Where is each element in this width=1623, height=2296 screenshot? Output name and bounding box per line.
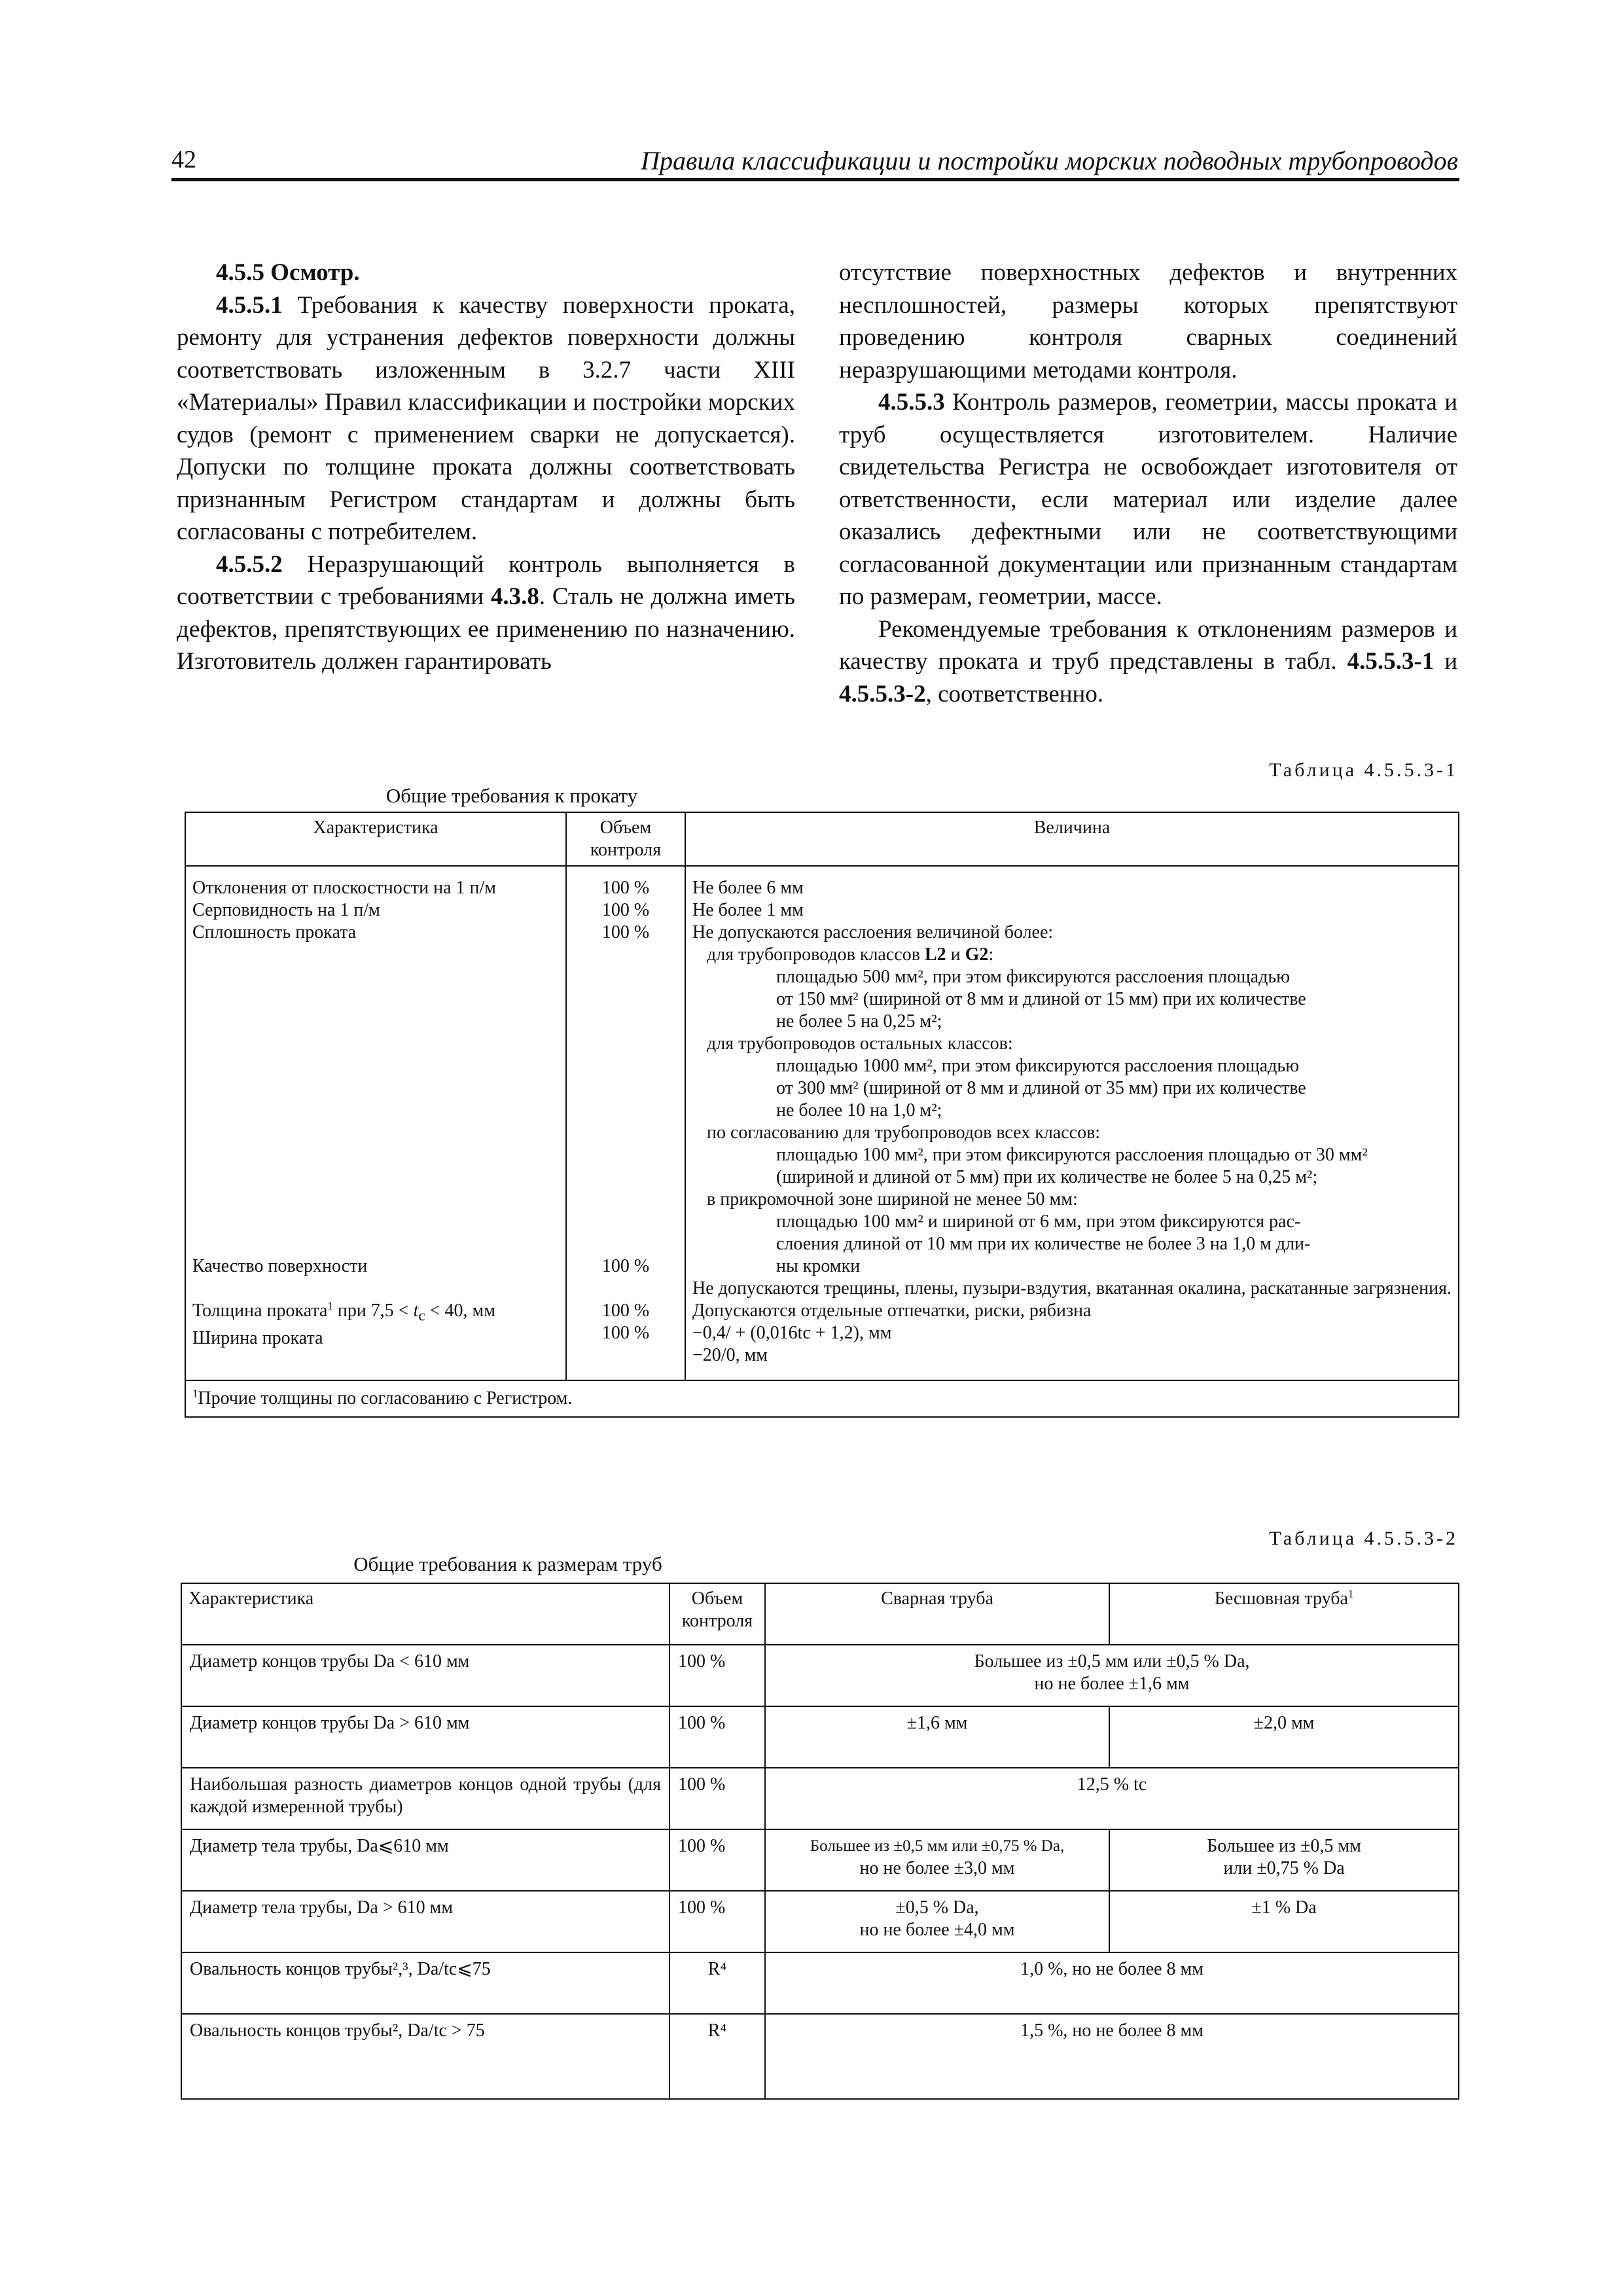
vol-surface: 100 % — [601, 1256, 650, 1276]
cell-camber: Серповидность на 1 п/м — [192, 900, 380, 920]
table-row: Диаметр тела трубы, Da > 610 мм 100 % ±0,5 % Da, но не более ±4,0 мм ±1 % Da — [181, 1891, 1459, 1952]
section-title: 4.5.5 Осмотр. — [216, 259, 360, 286]
table1-title: Общие требования к прокату — [385, 784, 638, 807]
table-row: Диаметр тела трубы, Da⩽610 мм 100 % Большее из ±0,5 мм или ±0,75 % Da, но не более ±3,0 мм Большее из ±0,5 мм или ±0,75 % Da — [181, 1829, 1459, 1891]
right-column — [839, 257, 1457, 710]
cell-continuity: Сплошность проката — [192, 922, 357, 942]
table-row: Овальность концов трубы²,³, Da/tc⩽75 R⁴ 1,0 %, но не более 8 мм — [181, 1952, 1459, 2014]
header-volume: Объем контроля — [669, 1583, 765, 1645]
val-thickness: −0,4/ + (0,016tc + 1,2), мм — [692, 1323, 892, 1343]
table-row: Диаметр концов трубы Da > 610 мм 100 % ±1,6 мм ±2,0 мм — [181, 1706, 1459, 1768]
table-footnote-row: $^1$Прочие толщины по согласованию с Регистром. — [185, 1380, 1459, 1417]
cell-thickness: Толщина проката$^1$ при $7,5 < t_c < 40$, мм — [192, 1299, 495, 1325]
val-continuity: Не допускаются расслоения величиной более: — [692, 922, 1054, 942]
val-surface: Не допускаются трещины, плены, пузыри-вздутия, вкатанная окалина, раскатанные загрязнения. Допускаются отдельные отпечатки, риски, рябизна — [692, 1278, 1452, 1321]
header-characteristic: Характеристика — [185, 812, 566, 866]
page-number: 42 — [171, 146, 196, 173]
table-pipe-dimensions — [181, 1583, 1459, 2100]
paragraph-4-5-5-3: 4.5.5.3 Контроль размеров, геометрии, массы проката и труб осуществляется изготовителем. Наличие свидетельства Регистра не освобождает изготовителя от ответственности, если материал или изделие далее оказались дефектными или не соответствующими согласованной документации или признанным стандартам по размерам, геометрии, массе. — [839, 389, 1457, 610]
val-camber: Не более 1 мм — [692, 900, 804, 920]
val-width: −20/0, мм — [692, 1345, 768, 1365]
header-characteristic: Характеристика — [181, 1583, 669, 1645]
header-seamless-pipe: Бесшовная труба$^1$ — [1109, 1583, 1459, 1645]
paragraph-continued: отсутствие поверхностных дефектов и внутренних несплошностей, размеры которых препятствуют проведению контроля сварных соединений неразрушающими методами контроля. — [839, 259, 1457, 384]
vol-thickness: 100 % — [601, 1300, 650, 1321]
table-header-row — [185, 812, 1459, 866]
table2-caption: Таблица 4.5.5.3-2 — [1269, 1528, 1458, 1549]
vol-continuity: 100 % — [601, 922, 650, 942]
val-flatness: Не более 6 мм — [692, 878, 804, 898]
table2-title: Общие требования к размерам труб — [353, 1552, 662, 1575]
header-value: Величина — [685, 812, 1459, 866]
table1-caption: Таблица 4.5.5.3-1 — [1269, 759, 1458, 781]
header-volume: Объем контроля — [566, 812, 685, 866]
paragraph-recommended: Рекомендуемые требования к отклонениям размеров и качеству проката и труб представлены в табл. 4.5.5.3-1 и 4.5.5.3-2, соответственно. — [839, 615, 1457, 708]
table-row: Овальность концов трубы², Da/tc > 75 R⁴ 1,5 %, но не более 8 мм — [181, 2014, 1459, 2099]
cell-width: Ширина проката — [192, 1327, 323, 1348]
vol-camber: 100 % — [601, 900, 650, 920]
table-row: Диаметр концов трубы Da < 610 мм 100 % Большее из ±0,5 мм или ±0,5 % Da, но не более ±1,6 мм — [181, 1645, 1459, 1706]
left-column — [177, 257, 795, 678]
header-rule — [171, 178, 1459, 181]
header-welded-pipe: Сварная труба — [765, 1583, 1109, 1645]
table1-footnote: Прочие толщины по согласованию с Регистром. — [198, 1388, 573, 1408]
table-row: Наибольшая разность диаметров концов одной трубы (для каждой измеренной трубы) 100 % 12,5 % tc — [181, 1768, 1459, 1829]
paragraph-4-5-5-1: 4.5.5.1 Требования к качеству поверхности проката, ремонту для устранения дефектов поверхности должны соответствовать изложенным в 3.2.7 части XIII «Материалы» Правил классификации и постройки морских судов (ремонт с применением сварки не допускается). Допуски по толщине проката должны соответствовать признанным Регистром стандартам и должны быть согласованы с потребителем. — [177, 291, 795, 545]
vol-width: 100 % — [601, 1323, 650, 1343]
paragraph-4-5-5-2: 4.5.5.2 Неразрушающий контроль выполняется в соответствии с требованиями 4.3.8. Сталь не должна иметь дефектов, препятствующих ее применению по назначению. Изготовитель должен гарантировать — [177, 550, 795, 675]
table-header-row — [181, 1583, 1459, 1645]
cell-flatness: Отклонения от плоскостности на 1 п/м — [192, 878, 497, 898]
running-title: Правила классификации и постройки морских подводных трубопроводов — [641, 146, 1458, 175]
vol-flatness: 100 % — [601, 878, 650, 898]
table-rolled-products — [185, 812, 1459, 1418]
cell-surface: Качество поверхности — [192, 1256, 368, 1276]
table-row: Отклонения от плоскостности на 1 п/м Серповидность на 1 п/м Сплошность проката Качество поверхности Толщина проката$^1$ при $7,5 < t_c < 40$, мм Ширина проката 100 % 100 % 100 % 100 % 100 % 100 % Не более 6 мм Не более 1 мм Не допускаются расслоения величиной более: для трубопроводов классов L2 и G2: площадью 500 мм², при этом фиксируются расслоения площадью от 150 мм² (шириной от 8 мм и длиной от 15 мм) при их количестве не более 5 на 0,25 м²; для трубопроводов остальных классов: площадью 1000 мм², при этом фиксируются расслоения площадью от 300 мм² (шириной от 8 мм и длиной от 35 мм) при их количестве не более 10 на 1,0 м²; по согласованию для трубопроводов всех классов: площадью 100 мм², при этом фиксируются расслоения площадью от 30 мм² (шириной и длиной от 5 мм) при их количестве не более 5 на 0,25 м²; в прикромочной зоне шириной не менее 50 мм: площадью 100 мм² и шириной от 6 мм, при этом фиксируются рас- слоения длиной от 10 мм при их количестве не более 3 на 1,0 м дли- ны кромки Не допускаются трещины, плены, пузыри-вздутия, вкатанная окалина, раскатанные загрязнения. Допускаются отдельные отпечатки, риски, рябизна −0,4/ + (0,016tc + 1,2), мм −20/0, мм — [185, 866, 1459, 1380]
